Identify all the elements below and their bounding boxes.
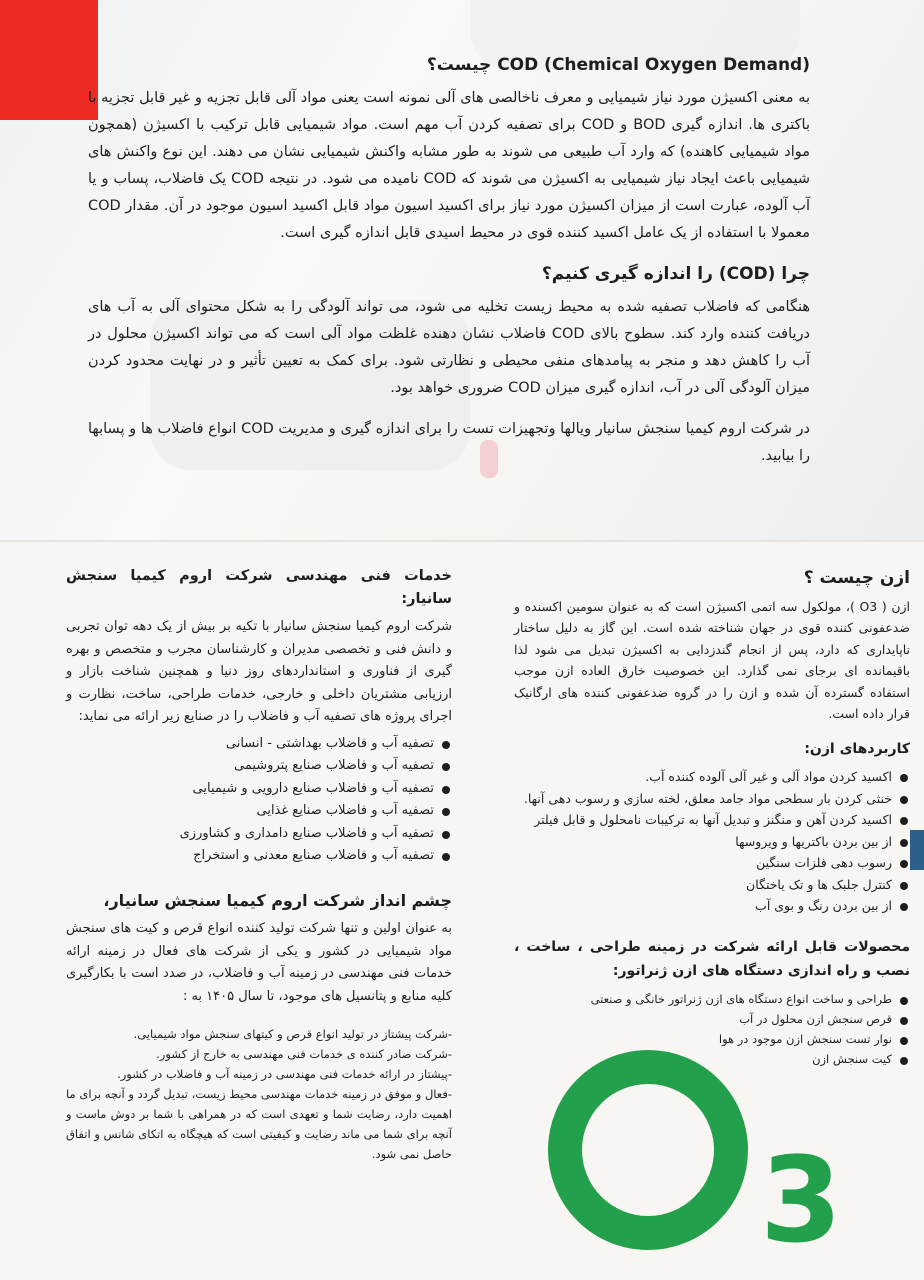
services-column	[66, 565, 452, 1164]
products-list	[514, 989, 910, 1069]
why-cod-paragraph: هنگامی که فاضلاب تصفیه شده به محیط زیست تخلیه می شود، می تواند آلودگی را به شکل محتوای آلی به آب های دریافت کننده وارد کند. سطوح بالای COD فاضلاب نشان دهنده غلظت مواد آلی است که می تواند اکسیژن محلول در آب را کاهش دهد و منجر به پیامدهای منفی محیطی و نظارتی شود. برای کمک به تعیین تأثیر و در نهایت محدود کردن میزان آلودگی آلی در آب، اندازه گیری میزان COD ضروری خواهد بود.	[88, 299, 810, 396]
list-item: کنترل جلبک ها و تک یاختگان	[514, 874, 910, 896]
why-cod-heading: چرا (COD) را اندازه گیری کنیم؟	[541, 264, 810, 284]
list-item: اکسید کردن مواد آلی و غیر آلی آلوده کننده آب.	[514, 766, 910, 788]
services-paragraph: شرکت اروم کیمیا سنجش سانیار با تکیه بر بیش از یک دهه توان تجربی و دانش فنی و تخصصی مدیران و کارشناسان مجرب و متخصص و بهره گیری از فناوری و استانداردهای روز دنیا و همچنین شناخت بازار و ارزیابی مشتریان داخلی و خارجی، خدمات طراحی، ساخت، نظارت و اجرای پروژه های تصفیه آب و فاضلاب را در صنایع زیر ارائه می نماید:	[66, 619, 452, 724]
list-item: تصفیه آب و فاضلاب بهداشتی - انسانی	[66, 733, 452, 756]
section-divider	[0, 540, 924, 542]
list-item: طراحی و ساخت انواع دستگاه های ازن ژنراتور خانگی و صنعتی	[514, 989, 910, 1009]
list-item: خنثی کردن بار سطحی مواد جامد معلق، لخته سازی و رسوب دهی آنها.	[514, 788, 910, 810]
vision-goals	[66, 1024, 452, 1164]
list-item: -فعال و موفق در زمینه خدمات مهندسی محیط زیست، تبدیل گردد و آنچه برای ما اهمیت دارد، رضایت شما و تعهدی است که در همراهی با شما بر دوش ماست و آنچه برای شما می ماند رضایت و کیفیتی است که هیچگاه به اتکای شانس و اتفاق حاصل نمی شود.	[66, 1087, 452, 1161]
list-item: تصفیه آب و فاضلاب صنایع دارویی و شیمیایی	[66, 778, 452, 801]
o3-logo-ring	[548, 1050, 748, 1250]
company-cod-paragraph: در شرکت اروم کیمیا سنجش سانیار ویالها وتجهیزات تست را برای اندازه گیری و مدیریت COD انواع فاضلاب ها و پسابها را بیابید.	[88, 421, 810, 464]
list-item: رسوب دهی فلزات سنگین	[514, 852, 910, 874]
ozone-uses-list	[514, 766, 910, 917]
list-item: از بین بردن باکتریها و ویروسها	[514, 831, 910, 853]
cod-heading: (Chemical Oxygen Demand) COD چیست؟	[426, 55, 810, 75]
ozone-column	[514, 568, 910, 1077]
page-edge-marker	[910, 830, 924, 870]
list-item: تصفیه آب و فاضلاب صنایع غذایی	[66, 800, 452, 823]
list-item: اکسید کردن آهن و منگنز و تبدیل آنها به ترکیبات نامحلول و قابل فیلتر	[514, 809, 910, 831]
products-heading: محصولات قابل ارائه شرکت در زمینه طراحی ، ساخت ، نصب و راه اندازی دستگاه های ازن ژنراتور:	[514, 938, 910, 979]
vision-heading: چشم انداز شرکت اروم کیمیا سنجش سانیار،	[103, 890, 452, 910]
industries-list	[66, 733, 452, 868]
list-item: قرص سنجش ازن محلول در آب	[514, 1009, 910, 1029]
list-item: از بین بردن رنگ و بوی آب	[514, 895, 910, 917]
list-item: تصفیه آب و فاضلاب صنایع معدنی و استخراج	[66, 845, 452, 868]
list-item: تصفیه آب و فاضلاب صنایع دامداری و کشاورزی	[66, 823, 452, 846]
list-item: تصفیه آب و فاضلاب صنایع پتروشیمی	[66, 755, 452, 778]
red-corner-tab	[0, 0, 98, 120]
ozone-paragraph: ازن ( O3 )، مولکول سه اتمی اکسیژن است که به عنوان سومین اکسنده و ضدعفونی کننده قوی در جهان شناخته شده است. این گاز به دلیل ساختار ناپایداری که دارد، پس از انجام گندزدایی به اکسیژن تبدیل می شود لذا باقیمانده ای برجای نمی گذارد. این خصوصیت خارق العاده ازن موجب استفاده گسترده آن شده و ازن را در گروه ضدعفونی کننده های ارگانیک قرار داده است.	[514, 598, 911, 721]
list-item: -پیشتاز در ارائه خدمات فنی مهندسی در زمینه آب و فاضلاب در کشور.	[117, 1067, 452, 1081]
list-item: کیت سنجش ازن	[514, 1049, 910, 1069]
vision-paragraph: به عنوان اولین و تنها شرکت تولید کننده انواع قرص و کیت های سنجش مواد شیمیایی در کشور و یکی از شرکت های فعال در زمینه ارائه خدمات فنی مهندسی در زمینه آب و فاضلاب، در صدد است با بکارگیری کلیه منابع و پتانسیل های موجود، تا سال ۱۴۰۵ به :	[66, 921, 452, 1004]
cod-paragraph: به معنی اکسیژن مورد نیاز شیمیایی و معرف ناخالصی های آلی نمونه است یعنی مواد آلی قابل تجزیه و غیر قابل تجزیه با باکتری ها. اندازه گیری BOD و COD برای تصفیه کردن آب مهم است. مواد شیمیایی قابل ترکیب با اکسیژن (همچون مواد شیمیایی کاهنده) که وارد آب طبیعی می شوند به طور مشابه واکنش شیمیایی نشان می دهند. این نوع واکنش های شیمیایی باعث ایجاد نیاز شیمیایی به اکسیژن می شوند که COD نامیده می شود. در نتیجه COD یک فاضلاب، پساب و یا آب آلوده، عبارت است از میزان اکسیژن مورد نیاز برای اکسید اسیون مواد قابل اکسید اسیون موجود در آن. مقدار COD معمولا با استفاده از یک عامل اکسید کننده قوی در محیط اسیدی قابل اندازه گیری است.	[88, 90, 811, 241]
services-heading: خدمات فنی مهندسی شرکت اروم کیمیا سنجش سانیار:	[66, 568, 452, 607]
ozone-heading: ازن چیست ؟	[803, 568, 910, 588]
o3-logo-text: 3	[760, 1131, 843, 1269]
list-item: نوار تست سنجش ازن موجود در هوا	[514, 1029, 910, 1049]
cod-section	[88, 52, 810, 470]
ozone-uses-heading: کاربردهای ازن:	[804, 740, 910, 757]
list-item: -شرکت پیشتاز در تولید انواع قرص و کیتهای سنجش مواد شیمیایی.	[133, 1027, 452, 1041]
list-item: -شرکت صادر کننده ی خدمات فنی مهندسی به خارج از کشور.	[156, 1047, 452, 1061]
